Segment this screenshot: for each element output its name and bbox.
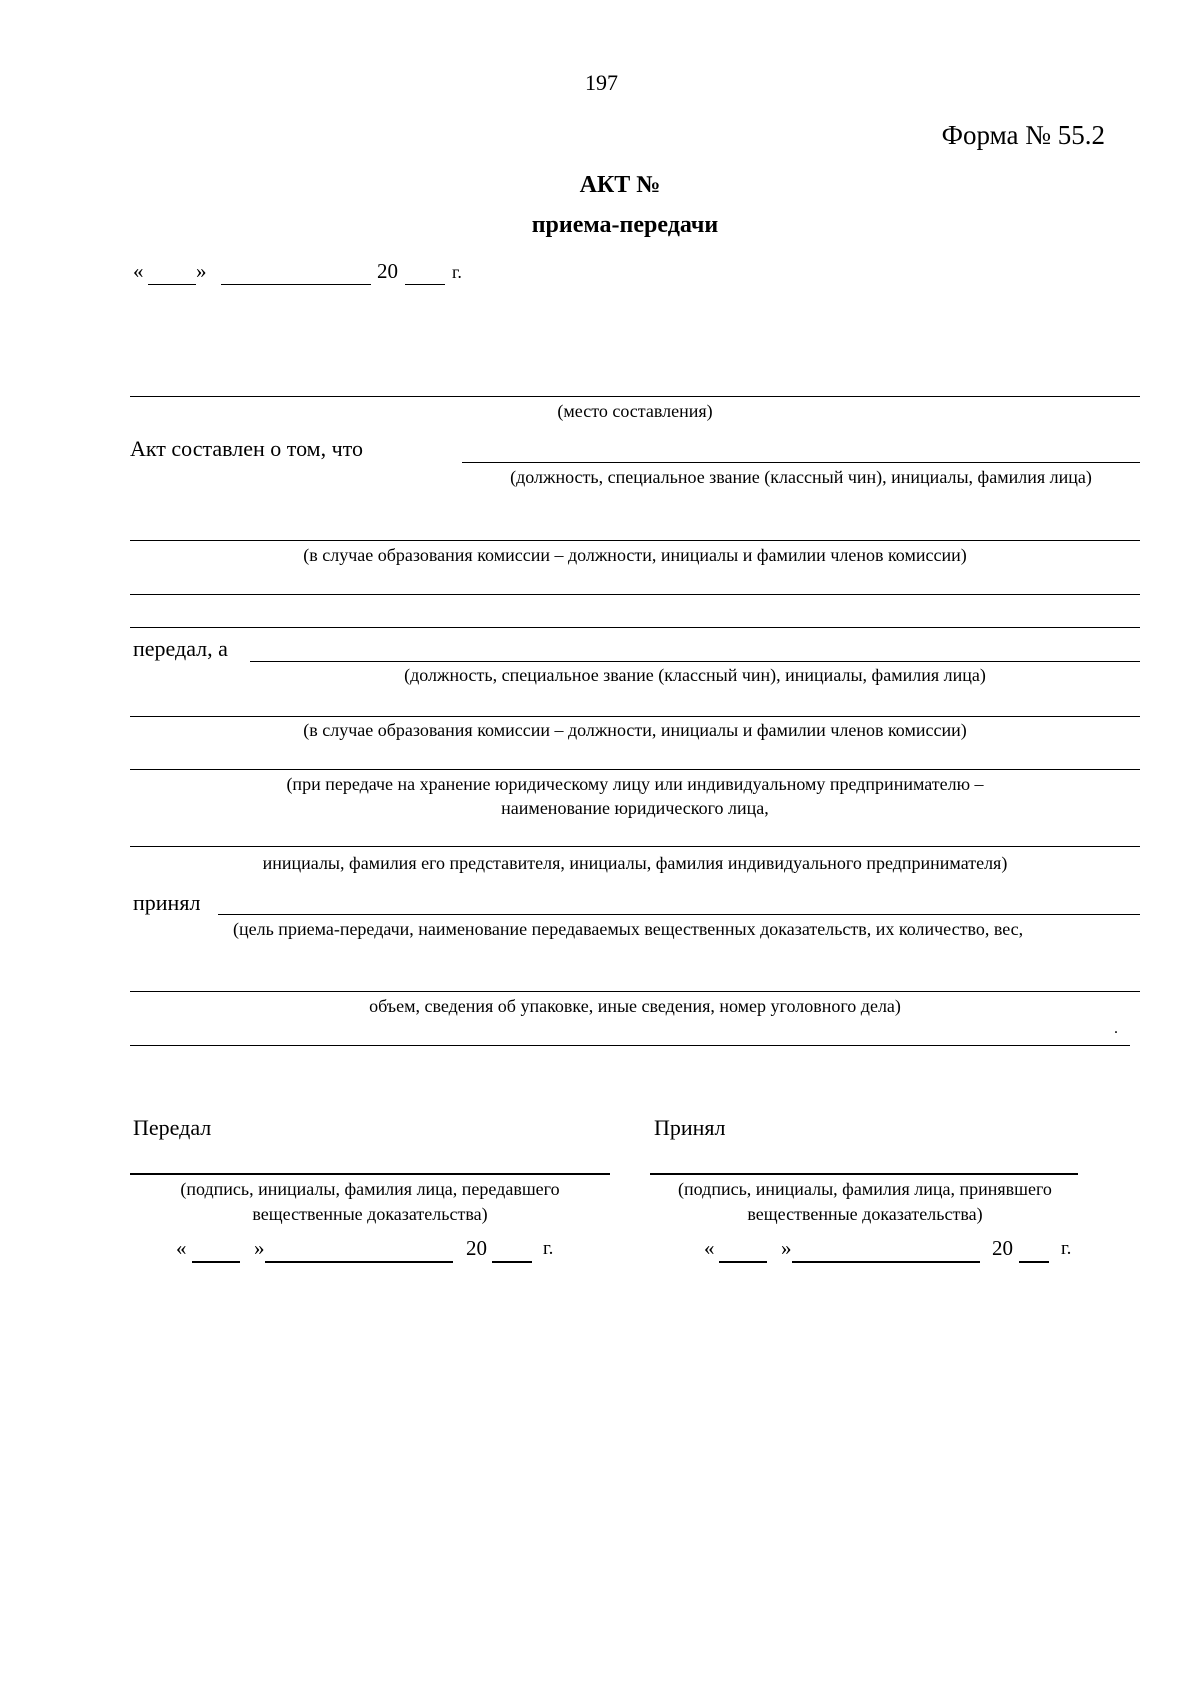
signature-right-field[interactable] [650, 1173, 1078, 1175]
date-close-quote: » [196, 259, 207, 283]
date-open-quote: « [133, 259, 144, 283]
volume-field[interactable] [130, 991, 1140, 992]
date-year-suffix: г. [452, 262, 462, 282]
commission1-extra-line-2[interactable] [130, 627, 1140, 628]
storage-caption-1: (при передаче на хранение юридическому лицу или индивидуальному предпринимателю – [286, 774, 984, 794]
signature-left-heading: Передал [133, 1115, 212, 1140]
signature-right-open-quote: « [704, 1236, 715, 1260]
page-number: 197 [585, 70, 618, 95]
date-year-field[interactable] [405, 284, 445, 285]
signature-left-close-quote: » [254, 1236, 265, 1260]
commission2-field[interactable] [130, 716, 1140, 717]
person1-field[interactable] [462, 462, 1140, 463]
signature-left-month-field[interactable] [265, 1261, 453, 1263]
person2-field[interactable] [250, 661, 1140, 662]
act-intro-label: Акт составлен о том, что [130, 436, 363, 461]
date-year-prefix: 20 [377, 259, 398, 283]
representative-field[interactable] [130, 846, 1140, 847]
signature-right-year-suffix: г. [1061, 1238, 1072, 1259]
accepted-label: принял [133, 890, 201, 915]
commission1-caption: (в случае образования комиссии – должности, инициалы и фамилии членов комиссии) [303, 545, 967, 565]
commission2-caption: (в случае образования комиссии – должности, инициалы и фамилии членов комиссии) [303, 720, 967, 740]
signature-left-field[interactable] [130, 1173, 610, 1175]
end-dot: . [1114, 1020, 1118, 1037]
person1-caption: (должность, специальное звание (классный чин), инициалы, фамилия лица) [510, 467, 1092, 487]
purpose-caption: (цель приема-передачи, наименование передаваемых вещественных доказательств, их количество, вес, [233, 919, 1024, 939]
signature-right-heading: Принял [654, 1115, 726, 1140]
volume-caption: объем, сведения об упаковке, иные сведения, номер уголовного дела) [369, 996, 901, 1016]
place-caption: (место составления) [557, 401, 713, 421]
transferred-label: передал, а [133, 636, 228, 661]
signature-left-year-field[interactable] [492, 1261, 532, 1263]
final-field[interactable] [130, 1045, 1130, 1046]
signature-left-caption: (подпись, инициалы, фамилия лица, передавшего вещественные доказательства) [180, 1179, 560, 1224]
signature-left-day-field[interactable] [192, 1261, 240, 1263]
commission1-extra-line-1[interactable] [130, 594, 1140, 595]
signature-left-open-quote: « [176, 1236, 187, 1260]
signature-right-close-quote: » [781, 1236, 792, 1260]
commission1-field[interactable] [130, 540, 1140, 541]
signature-right-month-field[interactable] [792, 1261, 980, 1263]
signature-right-year-prefix: 20 [992, 1236, 1013, 1260]
place-field[interactable] [130, 396, 1140, 397]
act-title: АКТ № [579, 172, 661, 198]
date-day-field[interactable] [148, 284, 196, 285]
signature-right-day-field[interactable] [719, 1261, 767, 1263]
signature-left-year-prefix: 20 [466, 1236, 487, 1260]
signature-right-caption: (подпись, инициалы, фамилия лица, принявшего вещественные доказательства) [678, 1179, 1052, 1224]
purpose-field[interactable] [218, 914, 1140, 915]
signature-right-year-field[interactable] [1019, 1261, 1049, 1263]
act-subtitle: приема-передачи [531, 212, 719, 238]
date-month-field[interactable] [221, 284, 371, 285]
storage-caption-2: наименование юридического лица, [501, 798, 769, 818]
storage-field[interactable] [130, 769, 1140, 770]
form-number: Форма № 55.2 [941, 120, 1105, 150]
signature-left-year-suffix: г. [543, 1238, 554, 1259]
person2-caption: (должность, специальное звание (классный чин), инициалы, фамилия лица) [404, 665, 986, 685]
representative-caption: инициалы, фамилия его представителя, инициалы, фамилия индивидуального предпринимателя) [262, 853, 1008, 873]
